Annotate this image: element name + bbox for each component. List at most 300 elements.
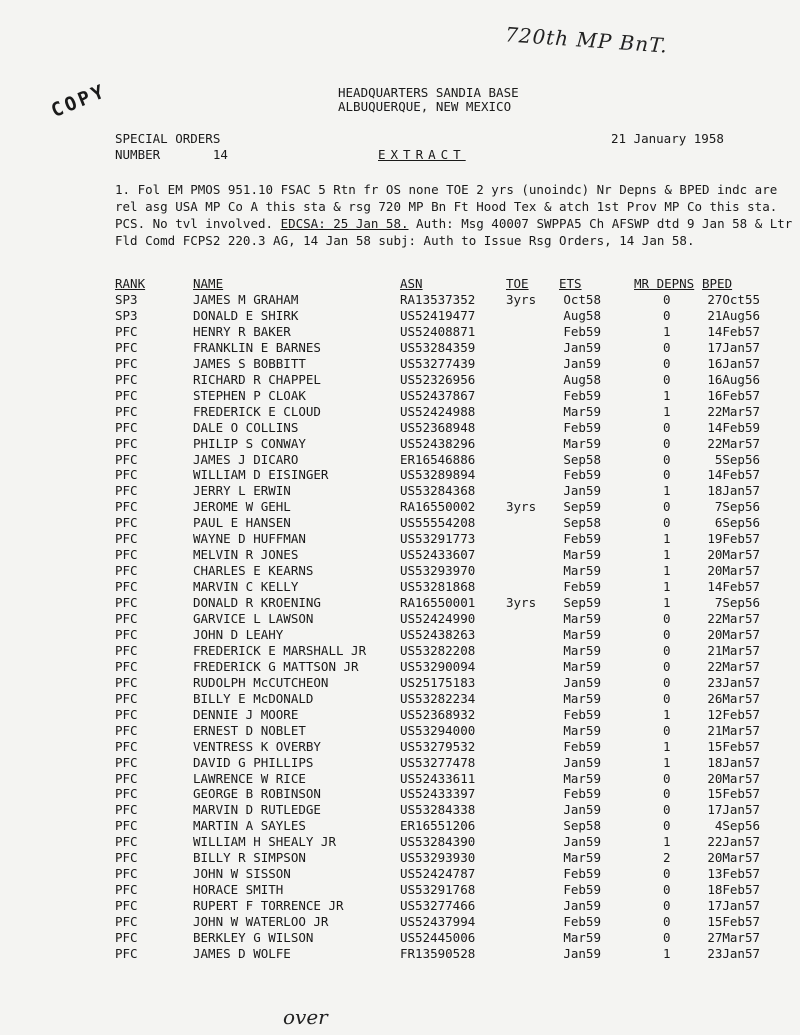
ets-cell: Sep59 bbox=[563, 595, 601, 611]
depns-cell: 0 bbox=[663, 292, 671, 307]
table-row bbox=[0, 691, 800, 707]
ets-cell: Mar59 bbox=[563, 642, 601, 658]
name-cell: LAWRENCE W RICE bbox=[193, 770, 306, 786]
asn-cell: US53281868 bbox=[400, 579, 476, 595]
rank-cell: PFC bbox=[115, 467, 138, 483]
table-row bbox=[0, 834, 800, 850]
headquarters-location: ALBUQUERQUE, NEW MEXICO bbox=[338, 99, 512, 114]
ets-cell: Sep58 bbox=[563, 818, 601, 834]
bped-cell: 22Mar57 bbox=[707, 435, 760, 451]
asn-cell: US52424787 bbox=[400, 866, 476, 882]
depns-cell: 0 bbox=[663, 515, 671, 531]
bped-cell: 14Feb57 bbox=[707, 323, 760, 339]
column-header-mr-depns: MR DEPNS bbox=[634, 276, 695, 291]
table-row bbox=[0, 499, 800, 515]
table-row bbox=[0, 515, 800, 531]
rank-cell: PFC bbox=[115, 371, 138, 387]
bped-cell: 22Jan57 bbox=[707, 834, 760, 850]
name-cell: DONALD R KROENING bbox=[193, 595, 321, 611]
depns-cell: 1 bbox=[663, 531, 671, 547]
ets-cell: Mar59 bbox=[563, 722, 601, 738]
depns-cell: 1 bbox=[663, 945, 671, 961]
bped-cell: 21Mar57 bbox=[707, 642, 760, 658]
name-cell: HENRY R BAKER bbox=[193, 323, 291, 339]
handwritten-over-note: over bbox=[283, 1005, 328, 1029]
depns-cell: 1 bbox=[663, 595, 671, 611]
table-row bbox=[0, 531, 800, 547]
depns-cell: 1 bbox=[663, 579, 671, 595]
bped-cell: 12Feb57 bbox=[707, 706, 760, 722]
table-row bbox=[0, 595, 800, 611]
asn-cell: US52424988 bbox=[400, 403, 476, 419]
table-row bbox=[0, 882, 800, 898]
bped-cell: 14Feb57 bbox=[707, 467, 760, 483]
asn-cell: US52437867 bbox=[400, 387, 476, 403]
depns-cell: 0 bbox=[663, 642, 671, 658]
depns-cell: 0 bbox=[663, 674, 671, 690]
rank-cell: PFC bbox=[115, 355, 138, 371]
bped-cell: 15Feb57 bbox=[707, 914, 760, 930]
asn-cell: US52438296 bbox=[400, 435, 476, 451]
ets-cell: Feb59 bbox=[563, 706, 601, 722]
bped-cell: 23Jan57 bbox=[707, 674, 760, 690]
ets-cell: Feb59 bbox=[563, 914, 601, 930]
ets-cell: Jan59 bbox=[563, 674, 601, 690]
table-row bbox=[0, 436, 800, 452]
bped-cell: 21Aug56 bbox=[707, 307, 760, 323]
rank-cell: PFC bbox=[115, 451, 138, 467]
bped-cell: 22Mar57 bbox=[707, 611, 760, 626]
ets-cell: Mar59 bbox=[563, 547, 601, 563]
rank-cell: PFC bbox=[115, 563, 138, 579]
bped-cell: 20Mar57 bbox=[707, 850, 760, 866]
order-number: NUMBER 14 bbox=[115, 147, 228, 162]
table-row bbox=[0, 771, 800, 787]
bped-cell: 21Mar57 bbox=[707, 722, 760, 738]
name-cell: DONALD E SHIRK bbox=[193, 307, 299, 323]
ets-cell: Feb59 bbox=[563, 323, 601, 339]
name-cell: BILLY R SIMPSON bbox=[193, 850, 306, 866]
rank-cell: PFC bbox=[115, 722, 138, 738]
bped-cell: 19Feb57 bbox=[707, 531, 760, 547]
depns-cell: 0 bbox=[663, 499, 671, 515]
depns-cell: 1 bbox=[663, 738, 671, 754]
table-row bbox=[0, 898, 800, 914]
column-header-name: NAME bbox=[193, 276, 224, 291]
ets-cell: Sep58 bbox=[563, 451, 601, 467]
order-paragraph bbox=[115, 181, 800, 249]
name-cell: FRANKLIN E BARNES bbox=[193, 339, 321, 355]
asn-cell: US53290094 bbox=[400, 658, 476, 674]
name-cell: RICHARD R CHAPPEL bbox=[193, 371, 321, 387]
asn-cell: US52433611 bbox=[400, 770, 476, 786]
bped-cell: 27Mar57 bbox=[707, 930, 760, 945]
ets-cell: Aug58 bbox=[563, 371, 601, 387]
rank-cell: PFC bbox=[115, 754, 138, 770]
depns-cell: 0 bbox=[663, 930, 671, 945]
name-cell: DENNIE J MOORE bbox=[193, 706, 299, 722]
ets-cell: Feb59 bbox=[563, 882, 601, 898]
paragraph-text-part2: Auth: Msg 40007 SWPPA5 Ch AFSWP dtd 9 Jan 58 & Ltr Fld Comd FCPS2 220.3 AG, 14 Jan 58 subj: Auth to Issue Rsg Orders, 14 Jan 58. bbox=[115, 216, 793, 248]
rank-cell: PFC bbox=[115, 626, 138, 642]
name-cell: VENTRESS K OVERBY bbox=[193, 738, 321, 754]
rank-cell: PFC bbox=[115, 850, 138, 866]
name-cell: ERNEST D NOBLET bbox=[193, 722, 306, 738]
name-cell: JAMES M GRAHAM bbox=[193, 292, 299, 307]
asn-cell: US53282234 bbox=[400, 690, 476, 706]
asn-cell: US52424990 bbox=[400, 611, 476, 626]
depns-cell: 0 bbox=[663, 882, 671, 898]
depns-cell: 0 bbox=[663, 467, 671, 483]
ets-cell: Jan59 bbox=[563, 339, 601, 355]
rank-cell: SP3 bbox=[115, 307, 138, 323]
ets-cell: Jan59 bbox=[563, 898, 601, 914]
depns-cell: 1 bbox=[663, 563, 671, 579]
bped-cell: 16Feb57 bbox=[707, 387, 760, 403]
name-cell: WAYNE D HUFFMAN bbox=[193, 531, 306, 547]
asn-cell: US53284368 bbox=[400, 483, 476, 499]
rank-cell: PFC bbox=[115, 579, 138, 595]
ets-cell: Mar59 bbox=[563, 611, 601, 626]
depns-cell: 0 bbox=[663, 339, 671, 355]
rank-cell: SP3 bbox=[115, 292, 138, 307]
rank-cell: PFC bbox=[115, 595, 138, 611]
asn-cell: US52438263 bbox=[400, 626, 476, 642]
depns-cell: 1 bbox=[663, 754, 671, 770]
bped-cell: 14Feb57 bbox=[707, 579, 760, 595]
rank-cell: PFC bbox=[115, 547, 138, 563]
asn-cell: US25175183 bbox=[400, 674, 476, 690]
name-cell: GARVICE L LAWSON bbox=[193, 611, 314, 626]
handwritten-unit-annotation: 720th MP BnT. bbox=[504, 22, 669, 58]
special-orders-label: SPECIAL ORDERS bbox=[115, 131, 221, 146]
asn-cell: US52433397 bbox=[400, 786, 476, 802]
table-row bbox=[0, 914, 800, 930]
name-cell: FREDERICK E CLOUD bbox=[193, 403, 321, 419]
bped-cell: 7Sep56 bbox=[714, 595, 760, 611]
bped-cell: 18Jan57 bbox=[707, 754, 760, 770]
depns-cell: 0 bbox=[663, 371, 671, 387]
rank-cell: PFC bbox=[115, 435, 138, 451]
rank-cell: PFC bbox=[115, 866, 138, 882]
ets-cell: Feb59 bbox=[563, 579, 601, 595]
asn-cell: US53277466 bbox=[400, 898, 476, 914]
name-cell: MARVIN C KELLY bbox=[193, 579, 299, 595]
rank-cell: PFC bbox=[115, 945, 138, 961]
depns-cell: 0 bbox=[663, 770, 671, 786]
asn-cell: US53284338 bbox=[400, 802, 476, 818]
ets-cell: Mar59 bbox=[563, 930, 601, 945]
depns-cell: 0 bbox=[663, 451, 671, 467]
depns-cell: 0 bbox=[663, 786, 671, 802]
table-row bbox=[0, 930, 800, 946]
asn-cell: US53291773 bbox=[400, 531, 476, 547]
bped-cell: 4Sep56 bbox=[714, 818, 760, 834]
paragraph-text-part1: 1. Fol EM PMOS 951.10 FSAC 5 Rtn fr OS none TOE 2 yrs (unoindc) Nr Depns & BPED indc are rel asg USA MP Co A this sta & rsg 720 MP Bn Ft Hood Tex & atch 1st Prov MP Co this sta. PCS. No tvl involved. bbox=[115, 182, 778, 231]
name-cell: DAVID G PHILLIPS bbox=[193, 754, 314, 770]
bped-cell: 13Feb57 bbox=[707, 866, 760, 882]
asn-cell: US53293970 bbox=[400, 563, 476, 579]
depns-cell: 0 bbox=[663, 802, 671, 818]
ets-cell: Mar59 bbox=[563, 658, 601, 674]
table-row bbox=[0, 563, 800, 579]
name-cell: FREDERICK E MARSHALL JR bbox=[193, 642, 367, 658]
column-header-asn: ASN bbox=[400, 276, 423, 291]
rank-cell: PFC bbox=[115, 642, 138, 658]
name-cell: JOHN W WATERLOO JR bbox=[193, 914, 329, 930]
rank-cell: PFC bbox=[115, 515, 138, 531]
table-row bbox=[0, 659, 800, 675]
bped-cell: 23Jan57 bbox=[707, 945, 760, 961]
ets-cell: Jan59 bbox=[563, 355, 601, 371]
ets-cell: Mar59 bbox=[563, 435, 601, 451]
name-cell: CHARLES E KEARNS bbox=[193, 563, 314, 579]
ets-cell: Mar59 bbox=[563, 850, 601, 866]
bped-cell: 16Aug56 bbox=[707, 371, 760, 387]
table-row bbox=[0, 866, 800, 882]
depns-cell: 1 bbox=[663, 387, 671, 403]
table-row bbox=[0, 723, 800, 739]
bped-cell: 14Feb59 bbox=[707, 419, 760, 435]
depns-cell: 0 bbox=[663, 419, 671, 435]
bped-cell: 17Jan57 bbox=[707, 339, 760, 355]
depns-cell: 0 bbox=[663, 898, 671, 914]
name-cell: MARTIN A SAYLES bbox=[193, 818, 306, 834]
name-cell: GEORGE B ROBINSON bbox=[193, 786, 321, 802]
table-row bbox=[0, 786, 800, 802]
depns-cell: 0 bbox=[663, 307, 671, 323]
asn-cell: US52368932 bbox=[400, 706, 476, 722]
extract-title: EXTRACT bbox=[378, 147, 466, 162]
rank-cell: PFC bbox=[115, 323, 138, 339]
name-cell: PHILIP S CONWAY bbox=[193, 435, 306, 451]
table-row bbox=[0, 627, 800, 643]
bped-cell: 16Jan57 bbox=[707, 355, 760, 371]
name-cell: STEPHEN P CLOAK bbox=[193, 387, 306, 403]
depns-cell: 0 bbox=[663, 818, 671, 834]
bped-cell: 15Feb57 bbox=[707, 786, 760, 802]
ets-cell: Feb59 bbox=[563, 467, 601, 483]
rank-cell: PFC bbox=[115, 419, 138, 435]
rank-cell: PFC bbox=[115, 930, 138, 945]
asn-cell: US52437994 bbox=[400, 914, 476, 930]
rank-cell: PFC bbox=[115, 786, 138, 802]
ets-cell: Jan59 bbox=[563, 483, 601, 499]
asn-cell: RA16550001 bbox=[400, 595, 476, 611]
bped-cell: 20Mar57 bbox=[707, 563, 760, 579]
toe-cell: 3yrs bbox=[506, 292, 537, 307]
ets-cell: Feb59 bbox=[563, 866, 601, 882]
rank-cell: PFC bbox=[115, 738, 138, 754]
order-date: 21 January 1958 bbox=[611, 131, 724, 146]
name-cell: MARVIN D RUTLEDGE bbox=[193, 802, 321, 818]
table-row bbox=[0, 372, 800, 388]
rank-cell: PFC bbox=[115, 387, 138, 403]
rank-cell: PFC bbox=[115, 914, 138, 930]
ets-cell: Jan59 bbox=[563, 802, 601, 818]
ets-cell: Mar59 bbox=[563, 563, 601, 579]
name-cell: RUDOLPH McCUTCHEON bbox=[193, 674, 329, 690]
rank-cell: PFC bbox=[115, 339, 138, 355]
rank-cell: PFC bbox=[115, 770, 138, 786]
ets-cell: Oct58 bbox=[563, 292, 601, 307]
table-row bbox=[0, 483, 800, 499]
depns-cell: 1 bbox=[663, 547, 671, 563]
rank-cell: PFC bbox=[115, 403, 138, 419]
rank-cell: PFC bbox=[115, 674, 138, 690]
name-cell: BILLY E McDONALD bbox=[193, 690, 314, 706]
table-row bbox=[0, 420, 800, 436]
depns-cell: 0 bbox=[663, 914, 671, 930]
bped-cell: 26Mar57 bbox=[707, 690, 760, 706]
table-row bbox=[0, 388, 800, 404]
table-row bbox=[0, 707, 800, 723]
depns-cell: 0 bbox=[663, 866, 671, 882]
depns-cell: 0 bbox=[663, 435, 671, 451]
table-row bbox=[0, 643, 800, 659]
asn-cell: RA13537352 bbox=[400, 292, 476, 307]
name-cell: WILLIAM H SHEALY JR bbox=[193, 834, 336, 850]
rank-cell: PFC bbox=[115, 499, 138, 515]
asn-cell: US53279532 bbox=[400, 738, 476, 754]
rank-cell: PFC bbox=[115, 658, 138, 674]
table-row bbox=[0, 324, 800, 340]
rank-cell: PFC bbox=[115, 802, 138, 818]
rank-cell: PFC bbox=[115, 611, 138, 626]
asn-cell: US52433607 bbox=[400, 547, 476, 563]
bped-cell: 27Oct55 bbox=[707, 292, 760, 307]
table-row bbox=[0, 356, 800, 372]
asn-cell: US52326956 bbox=[400, 371, 476, 387]
bped-cell: 15Feb57 bbox=[707, 738, 760, 754]
name-cell: JEROME W GEHL bbox=[193, 499, 291, 515]
depns-cell: 1 bbox=[663, 834, 671, 850]
table-row bbox=[0, 292, 800, 308]
table-row bbox=[0, 452, 800, 468]
name-cell: JERRY L ERWIN bbox=[193, 483, 291, 499]
column-header-rank: RANK bbox=[115, 276, 146, 291]
ets-cell: Aug58 bbox=[563, 307, 601, 323]
ets-cell: Mar59 bbox=[563, 690, 601, 706]
bped-cell: 20Mar57 bbox=[707, 547, 760, 563]
asn-cell: US53294000 bbox=[400, 722, 476, 738]
ets-cell: Sep59 bbox=[563, 499, 601, 515]
bped-cell: 20Mar57 bbox=[707, 770, 760, 786]
table-row bbox=[0, 739, 800, 755]
name-cell: RUPERT F TORRENCE JR bbox=[193, 898, 344, 914]
table-row bbox=[0, 308, 800, 324]
name-cell: JAMES S BOBBITT bbox=[193, 355, 306, 371]
name-cell: JOHN D LEAHY bbox=[193, 626, 284, 642]
name-cell: BERKLEY G WILSON bbox=[193, 930, 314, 945]
rank-cell: PFC bbox=[115, 531, 138, 547]
rank-cell: PFC bbox=[115, 690, 138, 706]
depns-cell: 1 bbox=[663, 403, 671, 419]
rank-cell: PFC bbox=[115, 483, 138, 499]
depns-cell: 0 bbox=[663, 690, 671, 706]
depns-cell: 0 bbox=[663, 611, 671, 626]
rank-cell: PFC bbox=[115, 898, 138, 914]
ets-cell: Feb59 bbox=[563, 531, 601, 547]
asn-cell: US53284359 bbox=[400, 339, 476, 355]
toe-cell: 3yrs bbox=[506, 595, 537, 611]
copy-stamp: COPY bbox=[47, 79, 110, 123]
ets-cell: Feb59 bbox=[563, 387, 601, 403]
asn-cell: ER16551206 bbox=[400, 818, 476, 834]
asn-cell: US52445006 bbox=[400, 930, 476, 945]
bped-cell: 5Sep56 bbox=[714, 451, 760, 467]
asn-cell: US53282208 bbox=[400, 642, 476, 658]
name-cell: DALE O COLLINS bbox=[193, 419, 299, 435]
name-cell: MELVIN R JONES bbox=[193, 547, 299, 563]
asn-cell: US53277478 bbox=[400, 754, 476, 770]
column-header-ets: ETS bbox=[559, 276, 582, 291]
bped-cell: 20Mar57 bbox=[707, 626, 760, 642]
asn-cell: US53293930 bbox=[400, 850, 476, 866]
bped-cell: 7Sep56 bbox=[714, 499, 760, 515]
asn-cell: US53277439 bbox=[400, 355, 476, 371]
name-cell: FREDERICK G MATTSON JR bbox=[193, 658, 359, 674]
asn-cell: US52368948 bbox=[400, 419, 476, 435]
table-row bbox=[0, 404, 800, 420]
rank-cell: PFC bbox=[115, 834, 138, 850]
ets-cell: Jan59 bbox=[563, 754, 601, 770]
rank-cell: PFC bbox=[115, 706, 138, 722]
bped-cell: 6Sep56 bbox=[714, 515, 760, 531]
bped-cell: 18Feb57 bbox=[707, 882, 760, 898]
column-header-bped: BPED bbox=[702, 276, 733, 291]
name-cell: JOHN W SISSON bbox=[193, 866, 291, 882]
ets-cell: Jan59 bbox=[563, 945, 601, 961]
table-row bbox=[0, 946, 800, 962]
headquarters-name: HEADQUARTERS SANDIA BASE bbox=[338, 85, 519, 100]
bped-cell: 17Jan57 bbox=[707, 802, 760, 818]
table-row bbox=[0, 675, 800, 691]
table-row bbox=[0, 467, 800, 483]
bped-cell: 22Mar57 bbox=[707, 658, 760, 674]
depns-cell: 1 bbox=[663, 323, 671, 339]
name-cell: PAUL E HANSEN bbox=[193, 515, 291, 531]
table-row bbox=[0, 340, 800, 356]
rank-cell: PFC bbox=[115, 818, 138, 834]
table-row bbox=[0, 818, 800, 834]
name-cell: JAMES D WOLFE bbox=[193, 945, 291, 961]
ets-cell: Sep58 bbox=[563, 515, 601, 531]
asn-cell: US53284390 bbox=[400, 834, 476, 850]
ets-cell: Feb59 bbox=[563, 738, 601, 754]
table-row bbox=[0, 755, 800, 771]
depns-cell: 0 bbox=[663, 626, 671, 642]
ets-cell: Feb59 bbox=[563, 419, 601, 435]
name-cell: WILLIAM D EISINGER bbox=[193, 467, 329, 483]
rank-cell: PFC bbox=[115, 882, 138, 898]
ets-cell: Jan59 bbox=[563, 834, 601, 850]
toe-cell: 3yrs bbox=[506, 499, 537, 515]
depns-cell: 2 bbox=[663, 850, 671, 866]
paragraph-edcsa: EDCSA: 25 Jan 58. bbox=[280, 216, 409, 231]
asn-cell: US55554208 bbox=[400, 515, 476, 531]
depns-cell: 0 bbox=[663, 658, 671, 674]
asn-cell: FR13590528 bbox=[400, 945, 476, 961]
depns-cell: 1 bbox=[663, 483, 671, 499]
asn-cell: US53291768 bbox=[400, 882, 476, 898]
ets-cell: Mar59 bbox=[563, 770, 601, 786]
bped-cell: 22Mar57 bbox=[707, 403, 760, 419]
depns-cell: 1 bbox=[663, 706, 671, 722]
table-row bbox=[0, 579, 800, 595]
table-row bbox=[0, 850, 800, 866]
asn-cell: US52419477 bbox=[400, 307, 476, 323]
